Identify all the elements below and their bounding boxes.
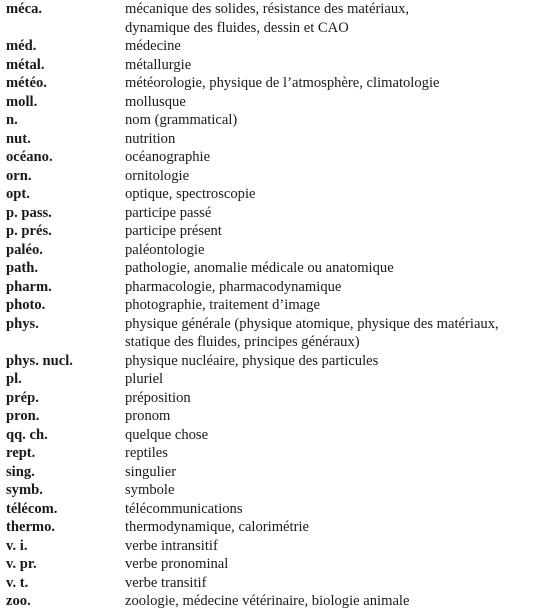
definition-line: physique nucléaire, physique des particules xyxy=(125,352,379,369)
definition-line: nom (grammatical) xyxy=(125,112,238,128)
abbreviation-definition xyxy=(125,444,538,463)
abbreviation-entry xyxy=(6,0,538,37)
definition-line: verbe transitif xyxy=(125,574,207,591)
abbreviation-term: paléo. xyxy=(6,241,43,258)
abbreviation-definition xyxy=(125,185,538,204)
abbreviation-definition xyxy=(125,130,538,149)
definition-line: pluriel xyxy=(125,371,164,387)
abbreviation-entry xyxy=(6,537,538,556)
abbreviation-entry xyxy=(6,204,538,223)
definition-line: reptiles xyxy=(125,445,168,461)
abbreviation-definition xyxy=(125,555,538,574)
abbreviation-definition xyxy=(125,111,538,130)
definition-line: métallurgie xyxy=(125,56,192,73)
definition-line: dynamique des fluides, dessin et CAO xyxy=(125,19,349,36)
abbreviation-entry xyxy=(6,481,538,500)
abbreviation-entry xyxy=(6,278,538,297)
definition-line: verbe pronominal xyxy=(125,556,229,572)
abbreviation-entry xyxy=(6,296,538,315)
abbreviation-list xyxy=(6,0,538,611)
definition-line: optique, spectroscopie xyxy=(125,186,256,202)
abbreviation-definition xyxy=(125,0,538,37)
definition-line: verbe intransitif xyxy=(125,537,218,554)
abbreviation-term: photo. xyxy=(6,297,46,313)
abbreviation-definition xyxy=(125,500,538,519)
abbreviation-definition xyxy=(125,278,538,297)
abbreviation-term: symb. xyxy=(6,482,43,498)
definition-line: préposition xyxy=(125,389,191,406)
abbreviation-definition xyxy=(125,222,538,241)
abbreviation-term: météo. xyxy=(6,75,47,91)
definition-line: statique des fluides, principes généraux) xyxy=(125,334,360,350)
definition-line: mécanique des solides, résistance des matériaux, xyxy=(125,1,410,17)
definition-line: pronom xyxy=(125,408,171,424)
abbreviation-entry xyxy=(6,389,538,408)
abbreviation-term: nut. xyxy=(6,130,31,147)
definition-line: symbole xyxy=(125,482,175,498)
abbreviation-term: prép. xyxy=(6,389,39,406)
abbreviation-term: v. t. xyxy=(6,574,29,591)
abbreviation-term: océano. xyxy=(6,149,53,165)
abbreviation-entry xyxy=(6,148,538,167)
abbreviation-term: phys. nucl. xyxy=(6,352,73,369)
definition-line: participe présent xyxy=(125,223,222,239)
abbreviation-entry xyxy=(6,241,538,260)
abbreviation-term: méca. xyxy=(6,1,43,17)
abbreviation-entry xyxy=(6,167,538,186)
abbreviation-entry xyxy=(6,37,538,56)
abbreviation-entry xyxy=(6,574,538,593)
abbreviation-entry xyxy=(6,74,538,93)
abbreviation-definition xyxy=(125,463,538,482)
abbreviation-definition xyxy=(125,296,538,315)
abbreviation-definition xyxy=(125,315,538,352)
abbreviation-term: méd. xyxy=(6,38,37,54)
abbreviation-definition xyxy=(125,56,538,75)
definition-line: participe passé xyxy=(125,204,212,221)
abbreviation-definition xyxy=(125,259,538,278)
definition-line: thermodynamique, calorimétrie xyxy=(125,519,309,535)
abbreviation-definition xyxy=(125,241,538,260)
definition-line: paléontologie xyxy=(125,241,205,258)
definition-line: pharmacologie, pharmacodynamique xyxy=(125,278,342,295)
abbreviation-entry xyxy=(6,93,538,112)
abbreviation-entry xyxy=(6,259,538,278)
abbreviation-term: moll. xyxy=(6,93,38,110)
abbreviation-definition xyxy=(125,518,538,537)
abbreviation-term: qq. ch. xyxy=(6,426,48,443)
abbreviation-definition xyxy=(125,537,538,556)
abbreviation-entry xyxy=(6,222,538,241)
abbreviation-term: p. pass. xyxy=(6,204,52,221)
abbreviation-entry xyxy=(6,426,538,445)
abbreviation-entry xyxy=(6,185,538,204)
abbreviation-entry xyxy=(6,500,538,519)
abbreviation-term: sing. xyxy=(6,463,35,480)
abbreviation-term: path. xyxy=(6,260,39,276)
abbreviation-definition xyxy=(125,204,538,223)
abbreviation-entry xyxy=(6,56,538,75)
abbreviation-term: pharm. xyxy=(6,278,52,295)
definition-line: océanographie xyxy=(125,149,211,165)
abbreviation-definition xyxy=(125,426,538,445)
definition-line: ornitologie xyxy=(125,167,190,184)
abbreviation-entry xyxy=(6,407,538,426)
definition-line: singulier xyxy=(125,463,177,480)
abbreviation-term: opt. xyxy=(6,186,30,202)
definition-line: photographie, traitement d’image xyxy=(125,297,320,313)
abbreviation-term: télécom. xyxy=(6,500,58,517)
abbreviation-term: p. prés. xyxy=(6,223,52,239)
abbreviation-entry xyxy=(6,444,538,463)
definition-line: médecine xyxy=(125,38,181,54)
abbreviation-definition xyxy=(125,481,538,500)
abbreviation-term: pl. xyxy=(6,371,22,387)
definition-line: physique générale (physique atomique, physique des matériaux, xyxy=(125,315,499,332)
abbreviation-term: thermo. xyxy=(6,519,56,535)
abbreviation-entry xyxy=(6,352,538,371)
abbreviation-entry xyxy=(6,315,538,352)
definition-line: mollusque xyxy=(125,93,186,110)
abbreviation-definition xyxy=(125,167,538,186)
abbreviation-entry xyxy=(6,518,538,537)
abbreviation-definition xyxy=(125,93,538,112)
abbreviation-entry xyxy=(6,130,538,149)
abbreviation-term: orn. xyxy=(6,167,32,184)
abbreviation-definition xyxy=(125,74,538,93)
definition-line: quelque chose xyxy=(125,426,209,443)
abbreviation-definition xyxy=(125,389,538,408)
abbreviation-term: phys. xyxy=(6,315,39,332)
abbreviation-definition xyxy=(125,37,538,56)
abbreviation-entry xyxy=(6,111,538,130)
abbreviation-entry xyxy=(6,463,538,482)
abbreviation-term: zoo. xyxy=(6,593,31,609)
abbreviation-term: métal. xyxy=(6,56,45,73)
abbreviation-definition xyxy=(125,574,538,593)
abbreviation-definition xyxy=(125,592,538,611)
abbreviation-definition xyxy=(125,407,538,426)
abbreviation-entry xyxy=(6,555,538,574)
definition-line: pathologie, anomalie médicale ou anatomique xyxy=(125,260,394,276)
abbreviation-entry xyxy=(6,592,538,611)
abbreviation-term: v. pr. xyxy=(6,556,37,572)
abbreviation-entry xyxy=(6,370,538,389)
abbreviation-term: v. i. xyxy=(6,537,28,554)
definition-line: télécommunications xyxy=(125,500,243,517)
definition-line: nutrition xyxy=(125,130,176,147)
abbreviation-term: rept. xyxy=(6,445,36,461)
definition-line: zoologie, médecine vétérinaire, biologie animale xyxy=(125,593,410,609)
abbreviation-term: n. xyxy=(6,112,18,128)
abbreviation-term: pron. xyxy=(6,408,40,424)
definition-line: météorologie, physique de l’atmosphère, climatologie xyxy=(125,75,440,91)
abbreviation-definition xyxy=(125,148,538,167)
abbreviation-definition xyxy=(125,352,538,371)
abbreviation-definition xyxy=(125,370,538,389)
